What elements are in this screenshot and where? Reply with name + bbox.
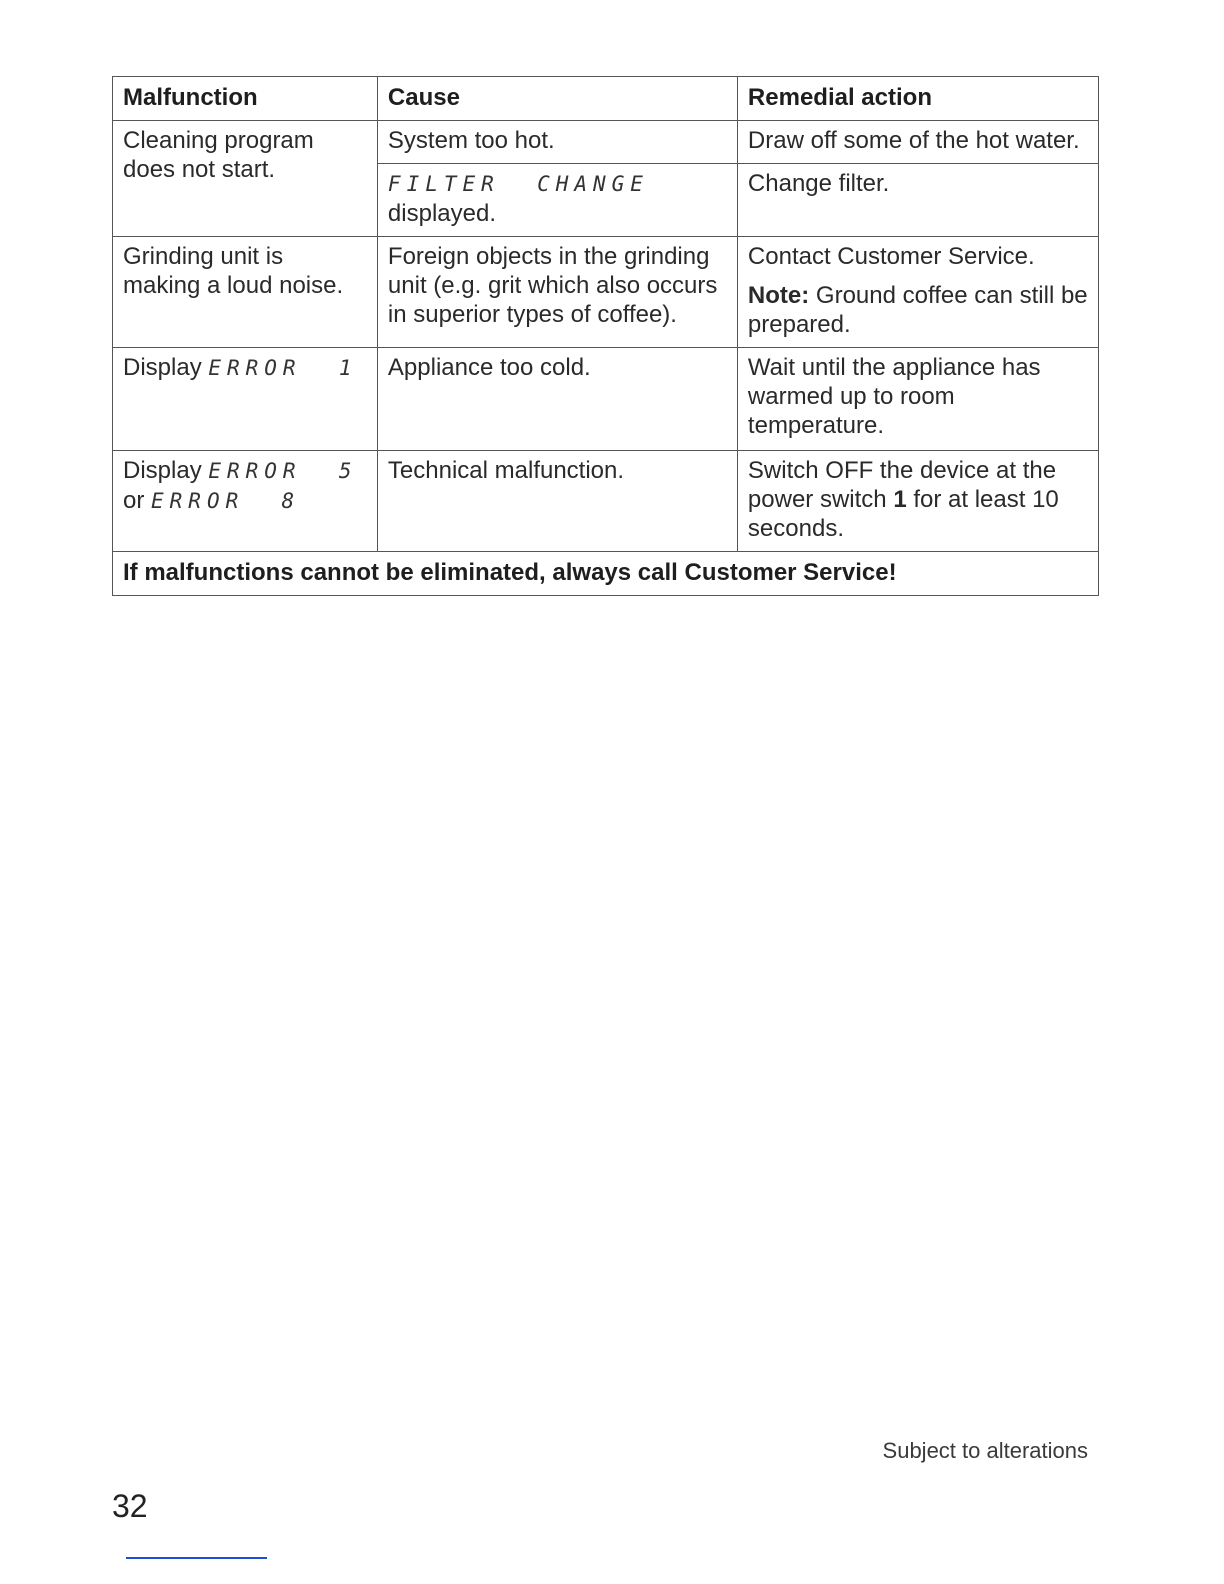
malfunction-prefix: Display [123, 354, 209, 381]
footer-note: If malfunctions cannot be eliminated, always call Customer Service! [113, 552, 1099, 596]
page-number: 32 [112, 1488, 148, 1524]
lcd-display-text: ERROR 5 [208, 459, 358, 483]
table-footer-row [113, 552, 1099, 596]
cause-cell: Foreign objects in the grinding unit (e.g. grit which also occurs in superior types of coffee). [377, 237, 737, 348]
cause-cell: Appliance too cold. [377, 348, 737, 451]
action-cell: Wait until the appliance has warmed up to room temperature. [737, 348, 1098, 451]
note [748, 281, 1088, 339]
action-cell [737, 451, 1098, 552]
malfunction-cell [113, 348, 378, 451]
or-text: or [123, 487, 152, 514]
table-header-row [113, 77, 1099, 121]
subject-to-alterations: Subject to alterations [882, 1438, 1088, 1463]
action-cell: Change filter. [737, 164, 1098, 237]
header-malfunction: Malfunction [113, 77, 378, 121]
header-remedial-action: Remedial action [737, 77, 1098, 121]
power-switch-number: 1 [893, 486, 907, 513]
cause-cell: System too hot. [377, 121, 737, 164]
cause-cell: Technical malfunction. [377, 451, 737, 552]
malfunction-prefix: Display [123, 457, 209, 484]
lcd-display-text: ERROR 1 [208, 356, 358, 380]
malfunction-cell: Cleaning program does not start. [113, 121, 378, 237]
table-row [113, 451, 1099, 552]
action-cell: Draw off some of the hot water. [737, 121, 1098, 164]
table-row [113, 237, 1099, 348]
action-text: Switch OFF the device at the power switch [747, 457, 1057, 513]
cause-cell [377, 164, 737, 237]
table-row [113, 348, 1099, 451]
lcd-display-text: ERROR 8 [151, 489, 301, 513]
lcd-display-text: FILTER CHANGE [387, 172, 649, 196]
malfunction-cell: Grinding unit is making a loud noise. [113, 237, 378, 348]
action-cell [737, 237, 1098, 348]
header-cause: Cause [377, 77, 737, 121]
malfunction-cell [113, 451, 378, 552]
action-text: Contact Customer Service. [747, 243, 1035, 270]
note-label: Note: [747, 282, 810, 309]
cause-text: displayed. [387, 200, 496, 227]
note-text: Ground coffee can still be prepared. [747, 282, 1088, 338]
troubleshooting-table [112, 76, 1099, 596]
action-text: for at least 10 seconds. [747, 486, 1059, 542]
table-row [113, 121, 1099, 164]
bottom-divider [126, 1557, 267, 1559]
